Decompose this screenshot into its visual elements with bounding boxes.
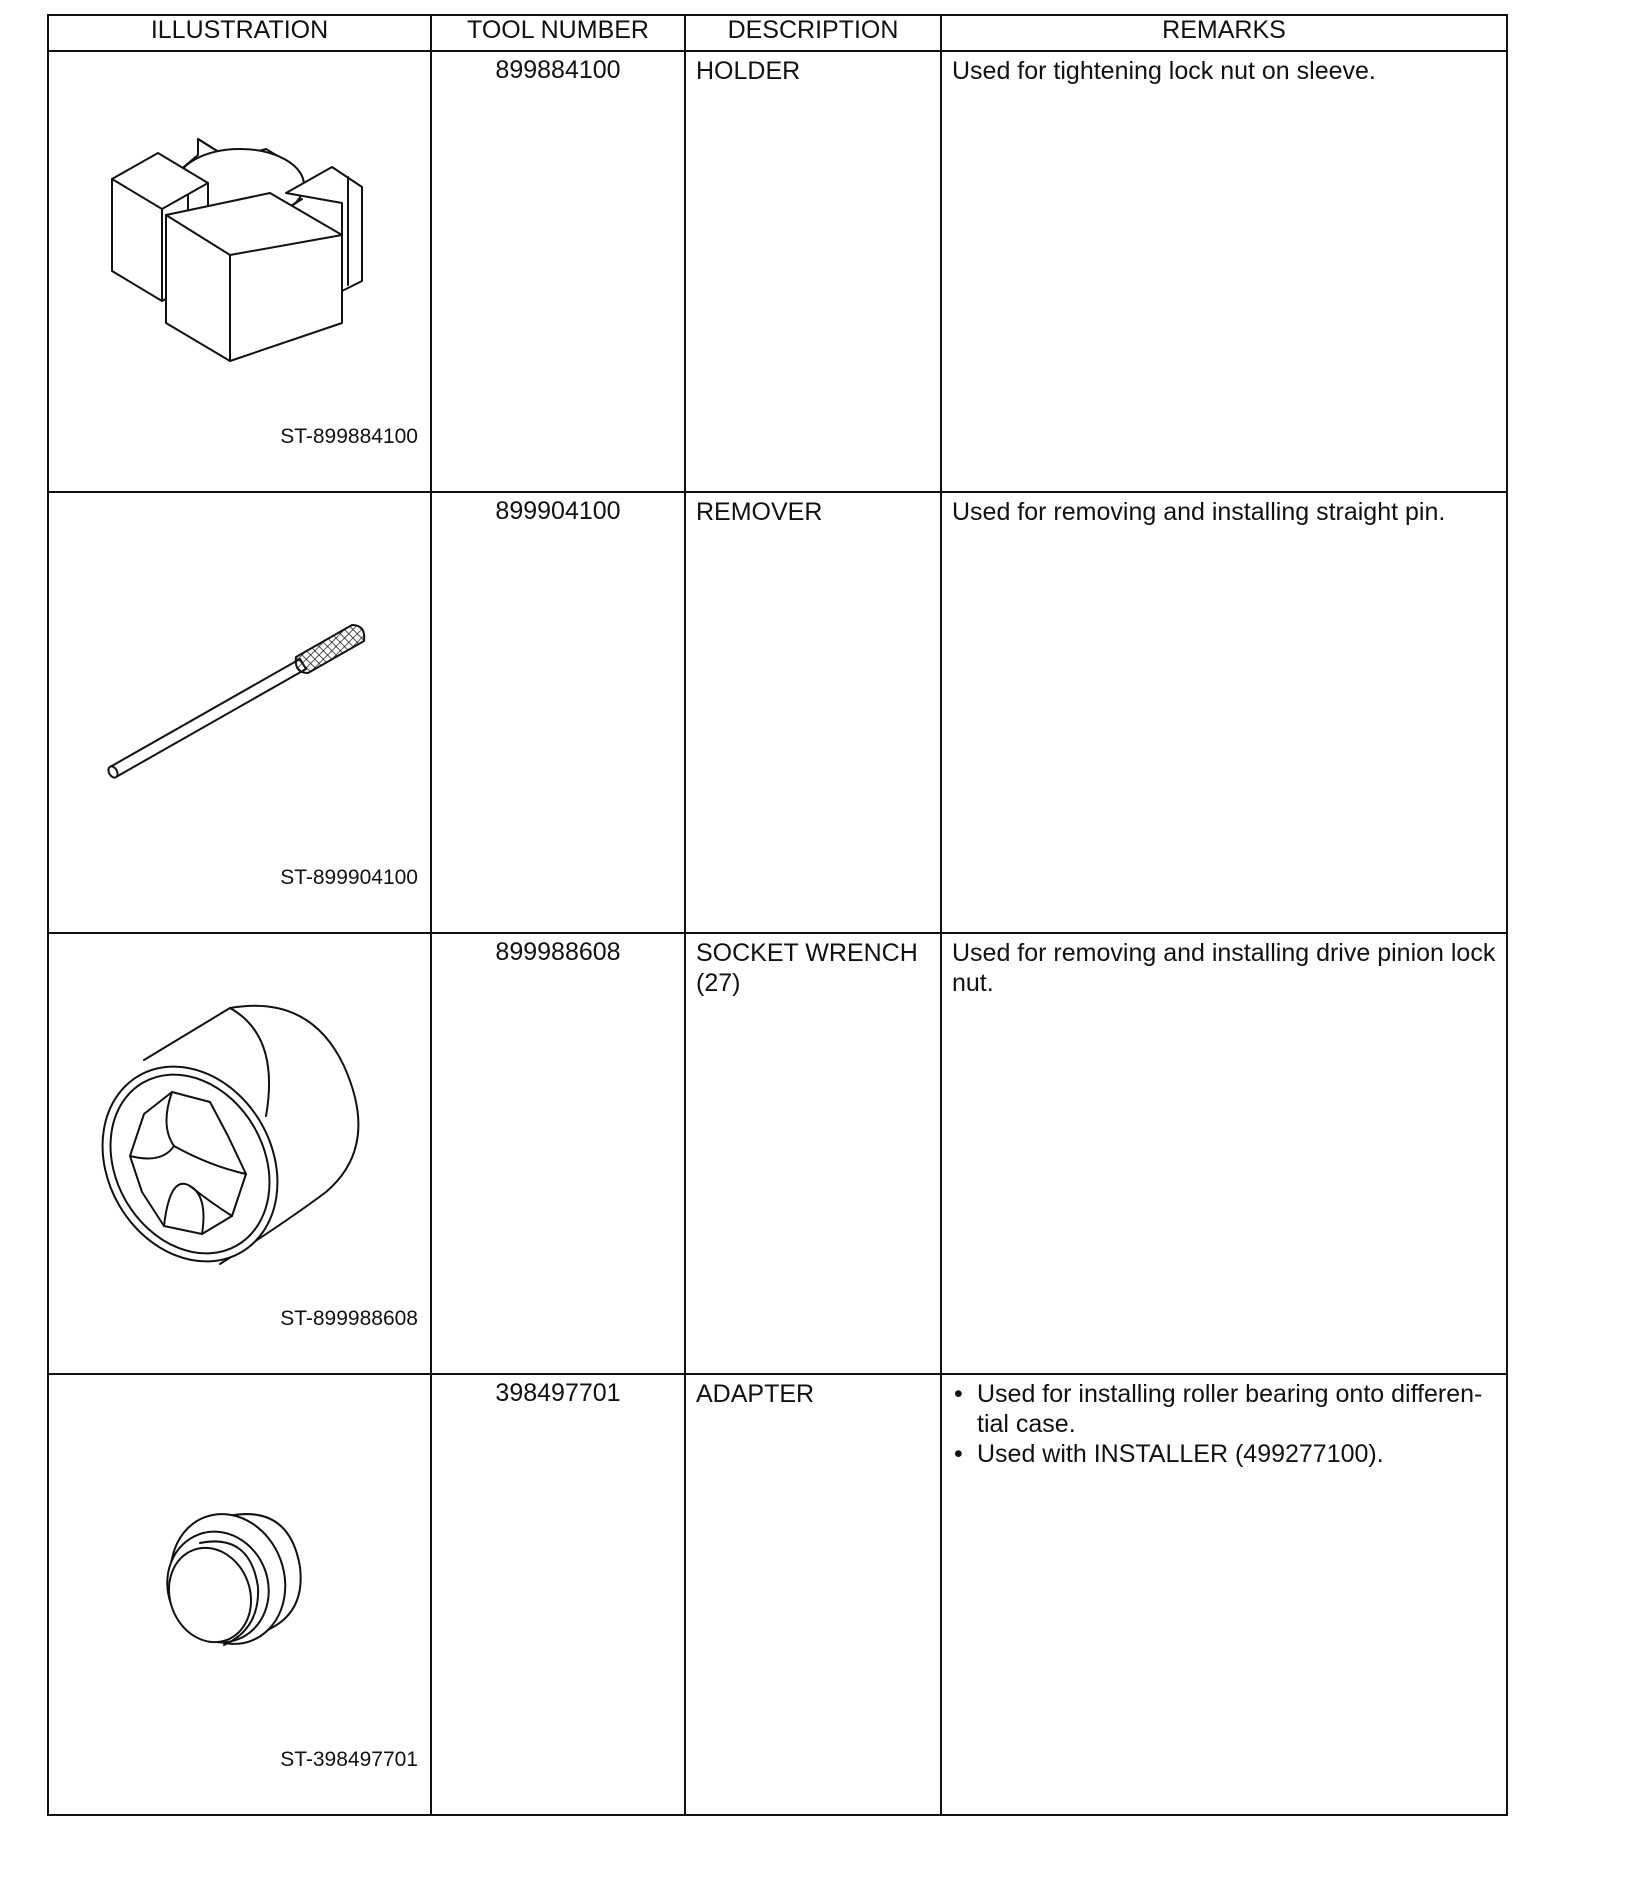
illustration-code: ST-899884100 (280, 425, 418, 448)
table-row (48, 1374, 1507, 1815)
remark-item: • Used for installing roller bearing onto differen-tial case. (952, 1379, 1498, 1439)
tool-number: 398497701 (431, 1374, 685, 1815)
illustration-code: ST-899988608 (280, 1307, 418, 1330)
illustration-code: ST-398497701 (280, 1748, 418, 1771)
tool-remarks (941, 1374, 1507, 1815)
remark-text: Used for removing and installing straight pin. (952, 498, 1446, 526)
tool-number: 899904100 (431, 492, 685, 933)
tool-description: SOCKET WRENCH (27) (685, 933, 941, 1374)
tool-remarks (941, 492, 1507, 933)
tool-remarks (941, 933, 1507, 1374)
header-remarks: REMARKS (941, 15, 1507, 51)
remark-text: Used for removing and installing drive pinion lock nut. (952, 939, 1496, 997)
tool-description: ADAPTER (685, 1374, 941, 1815)
illustration-code: ST-899904100 (280, 866, 418, 889)
tool-description: REMOVER (685, 492, 941, 933)
header-row (48, 15, 1507, 51)
illustration-cell (48, 51, 431, 492)
pin-remover-icon (90, 595, 390, 795)
remark-list (952, 1379, 1498, 1469)
header-description: DESCRIPTION (685, 15, 941, 51)
table-row (48, 51, 1507, 492)
special-tools-table (47, 14, 1508, 1816)
remark-item: • Used with INSTALLER (499277100). (952, 1439, 1498, 1469)
socket-wrench-icon (90, 996, 390, 1276)
tool-number: 899988608 (431, 933, 685, 1374)
remark-text: Used for tightening lock nut on sleeve. (952, 57, 1376, 85)
tool-number: 899884100 (431, 51, 685, 492)
table-row (48, 492, 1507, 933)
tool-description: HOLDER (685, 51, 941, 492)
adapter-icon (140, 1487, 340, 1667)
illustration-cell (48, 492, 431, 933)
illustration-cell (48, 933, 431, 1374)
header-tool-number: TOOL NUMBER (431, 15, 685, 51)
table-row (48, 933, 1507, 1374)
header-illustration: ILLUSTRATION (48, 15, 431, 51)
illustration-cell (48, 1374, 431, 1815)
holder-icon (90, 109, 390, 399)
tool-remarks (941, 51, 1507, 492)
